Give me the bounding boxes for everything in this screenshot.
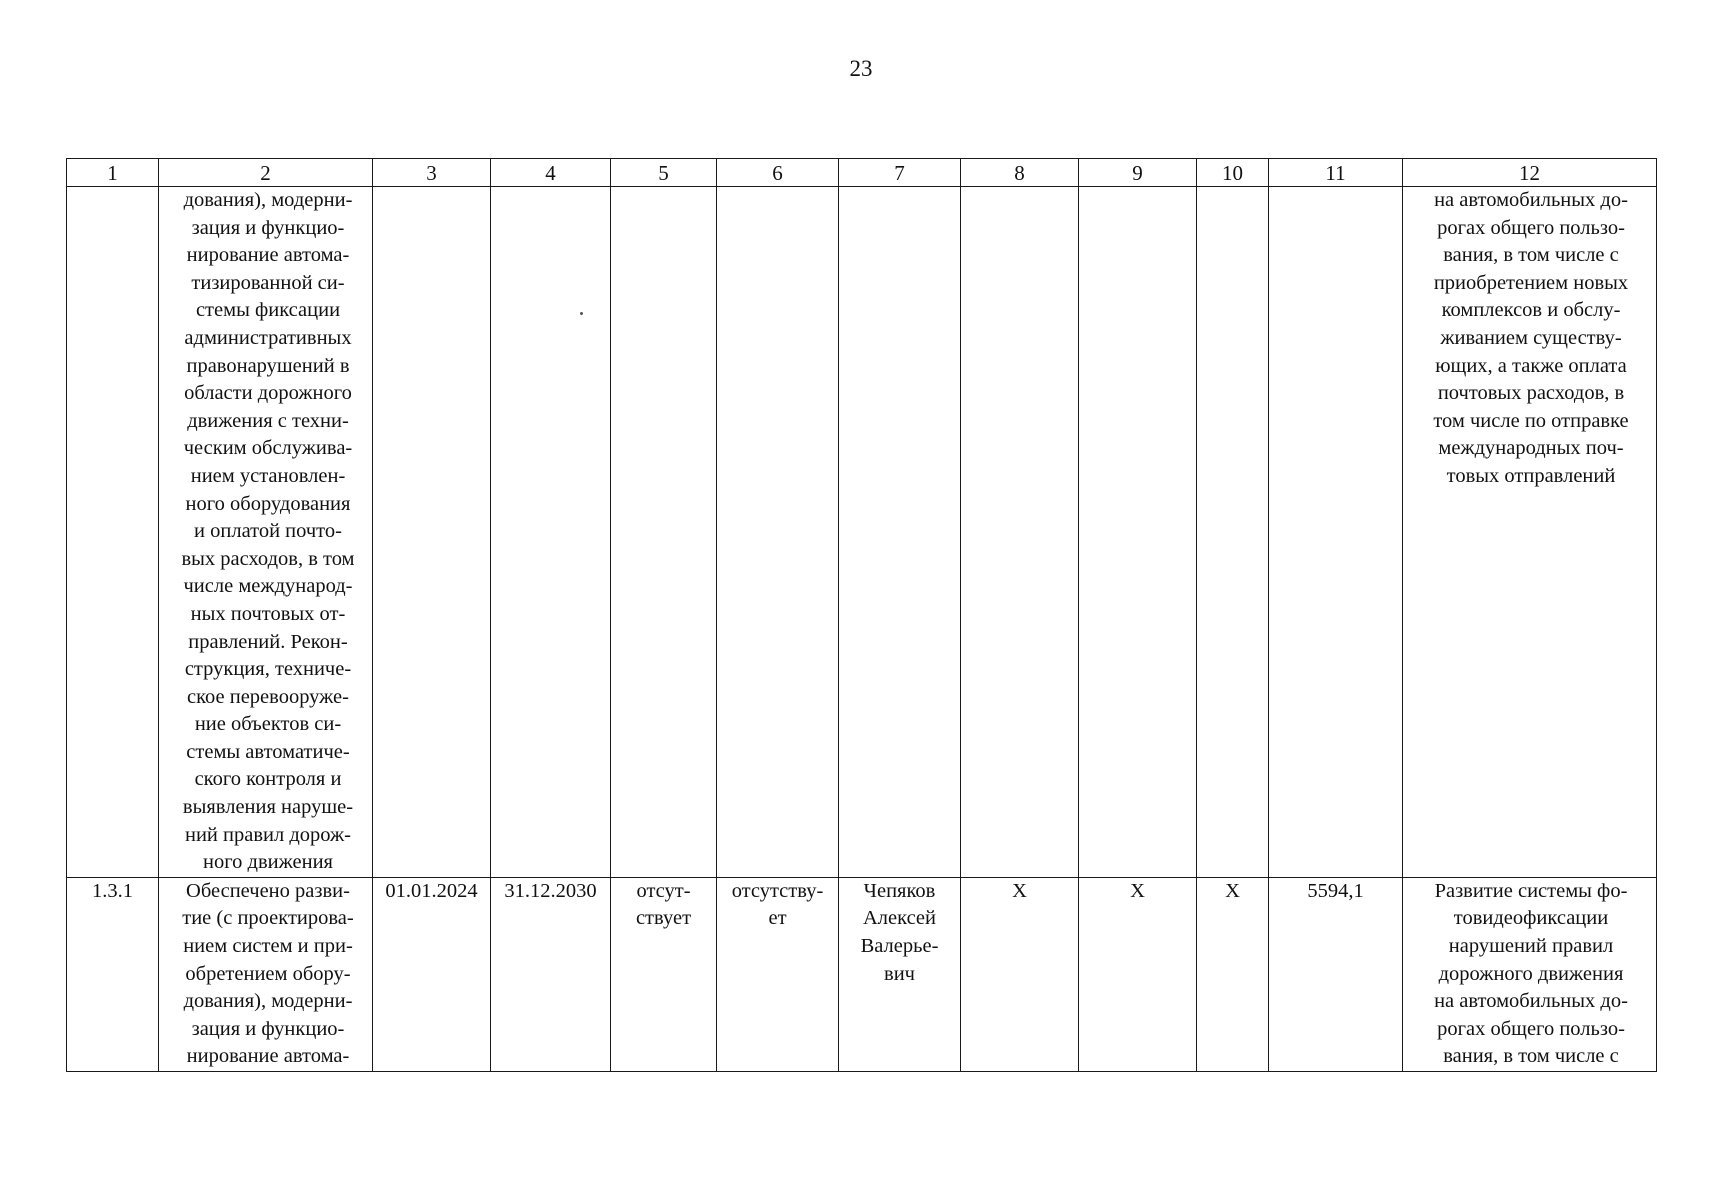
cell-col10: X — [1197, 877, 1269, 1071]
cell-col8 — [961, 187, 1079, 878]
cell-col5: отсут- ствует — [611, 877, 717, 1071]
cell-amount — [1269, 187, 1403, 878]
column-header-10: 10 — [1197, 159, 1269, 187]
column-header-2: 2 — [159, 159, 373, 187]
column-header-1: 1 — [67, 159, 159, 187]
column-header-12: 12 — [1403, 159, 1657, 187]
cell-number: 1.3.1 — [67, 877, 159, 1071]
column-header-4: 4 — [491, 159, 611, 187]
column-header-5: 5 — [611, 159, 717, 187]
cell-col9: X — [1079, 877, 1197, 1071]
cell-number — [67, 187, 159, 878]
cell-col5 — [611, 187, 717, 878]
cell-col6: отсутству- ет — [717, 877, 839, 1071]
cell-responsible: Чепяков Алексей Валерье- вич — [839, 877, 961, 1071]
cell-start-date: 01.01.2024 — [373, 877, 491, 1071]
scan-speck — [580, 312, 583, 315]
cell-end-date: 31.12.2030 — [491, 877, 611, 1071]
cell-end-date — [491, 187, 611, 878]
table-row — [67, 187, 1657, 878]
column-header-11: 11 — [1269, 159, 1403, 187]
column-header-7: 7 — [839, 159, 961, 187]
column-header-8: 8 — [961, 159, 1079, 187]
cell-col8: X — [961, 877, 1079, 1071]
cell-col6 — [717, 187, 839, 878]
column-header-9: 9 — [1079, 159, 1197, 187]
cell-result: на автомобильных до- рогах общего пользо- вания, в том числе с приобретением новых комплексов и обслу- живанием существу- ющих, а также оплата почтовых расходов, в том числе по отправке международных поч- товых отправлений — [1403, 187, 1657, 878]
cell-description: дования), модерни- зация и функцио- нирование автома- тизированной си- стемы фиксации административных правонарушений в области дорожного движения с техни- ческим обслужива- нием установлен- ного оборудования и оплатой почто- вых расходов, в том числе международ- ных почтовых от- правлений. Рекон- струкция, техниче- ское перевооруже- ние объектов си- стемы автоматиче- ского контроля и выявления наруше- ний правил дорож- ного движения — [159, 187, 373, 878]
header-row — [67, 159, 1657, 187]
column-header-3: 3 — [373, 159, 491, 187]
cell-col9 — [1079, 187, 1197, 878]
cell-start-date — [373, 187, 491, 878]
cell-responsible — [839, 187, 961, 878]
cell-result: Развитие системы фо- товидеофиксации нарушений правил дорожного движения на автомобильных до- рогах общего пользо- вания, в том числе с — [1403, 877, 1657, 1071]
cell-description: Обеспечено разви- тие (с проектирова- нием систем и при- обретением обору- дования), модерни- зация и функцио- нирование автома- — [159, 877, 373, 1071]
cell-col10 — [1197, 187, 1269, 878]
data-table — [66, 158, 1657, 1072]
cell-amount: 5594,1 — [1269, 877, 1403, 1071]
page-number: 23 — [849, 56, 873, 81]
column-header-6: 6 — [717, 159, 839, 187]
table-row — [67, 877, 1657, 1071]
